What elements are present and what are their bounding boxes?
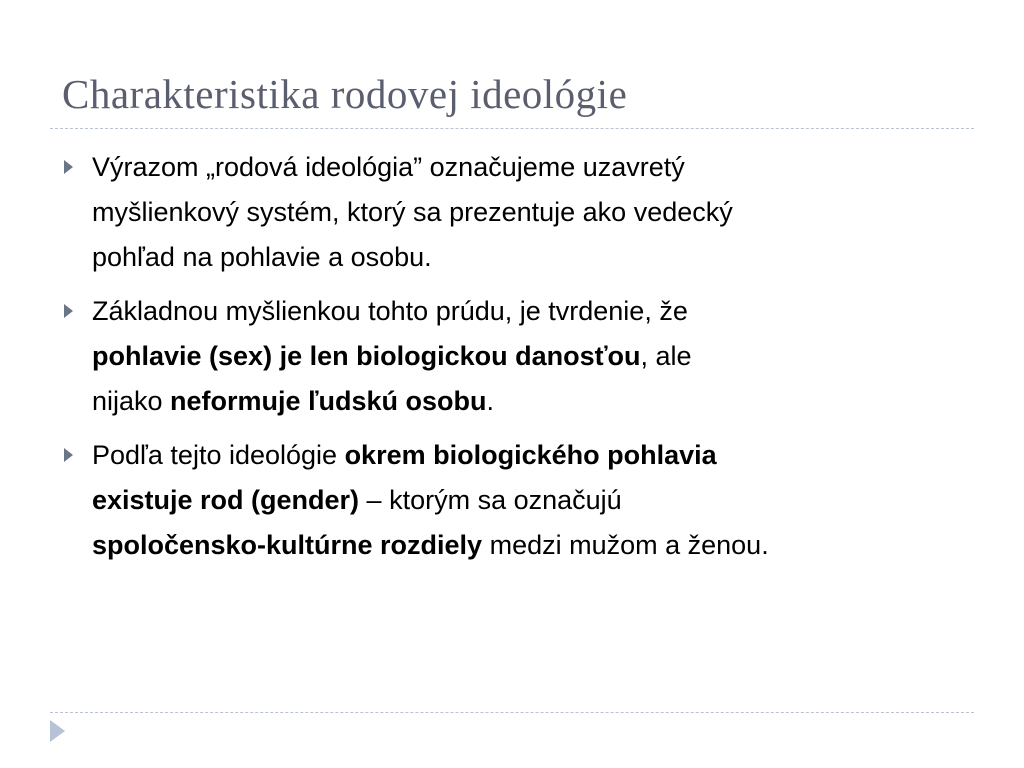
bullet-line (92, 523, 972, 568)
bullet-line (92, 289, 972, 334)
triangle-right-icon (64, 160, 73, 174)
footer-divider (50, 712, 974, 713)
text-run: , ale (640, 341, 692, 371)
text-run: Základnou myšlienkou tohto prúdu, je tvrdenie, že (92, 296, 688, 326)
text-run: Výrazom „rodová ideológia” označujeme uzavretý (92, 152, 685, 182)
bullet-list (62, 145, 972, 577)
triangle-right-icon (64, 304, 73, 318)
bullet-line (92, 235, 972, 280)
text-run: pohľad na pohlavie a osobu. (92, 242, 432, 272)
bullet-line (92, 433, 972, 478)
bullet-item (62, 433, 972, 568)
bold-text-run: existuje rod (gender) (92, 485, 360, 515)
bullet-line (92, 334, 972, 379)
slide-title: Charakteristika rodovej ideológie (62, 71, 628, 117)
bullet-line (92, 190, 972, 235)
bullet-line (92, 478, 972, 523)
bullet-item (62, 289, 972, 424)
bold-text-run: spoločensko-kultúrne rozdiely (92, 530, 483, 560)
bullet-item (62, 145, 972, 280)
text-run: – ktorým sa označujú (359, 485, 622, 515)
text-run: . (486, 386, 494, 416)
bold-text-run: neformuje ľudskú osobu (170, 386, 487, 416)
text-run: nijako (92, 386, 171, 416)
triangle-right-icon (64, 448, 73, 462)
text-run: medzi mužom a ženou. (482, 530, 769, 560)
bullet-line (92, 379, 972, 424)
text-run: Podľa tejto ideológie (92, 440, 345, 470)
bold-text-run: okrem biologického pohlavia (344, 440, 717, 470)
next-slide-arrow-icon[interactable] (50, 720, 65, 742)
title-divider (50, 128, 974, 129)
bullet-line (92, 145, 972, 190)
text-run: myšlienkový systém, ktorý sa prezentuje ako vedecký (92, 197, 733, 227)
bold-text-run: pohlavie (sex) je len biologickou danosťou (92, 341, 641, 371)
